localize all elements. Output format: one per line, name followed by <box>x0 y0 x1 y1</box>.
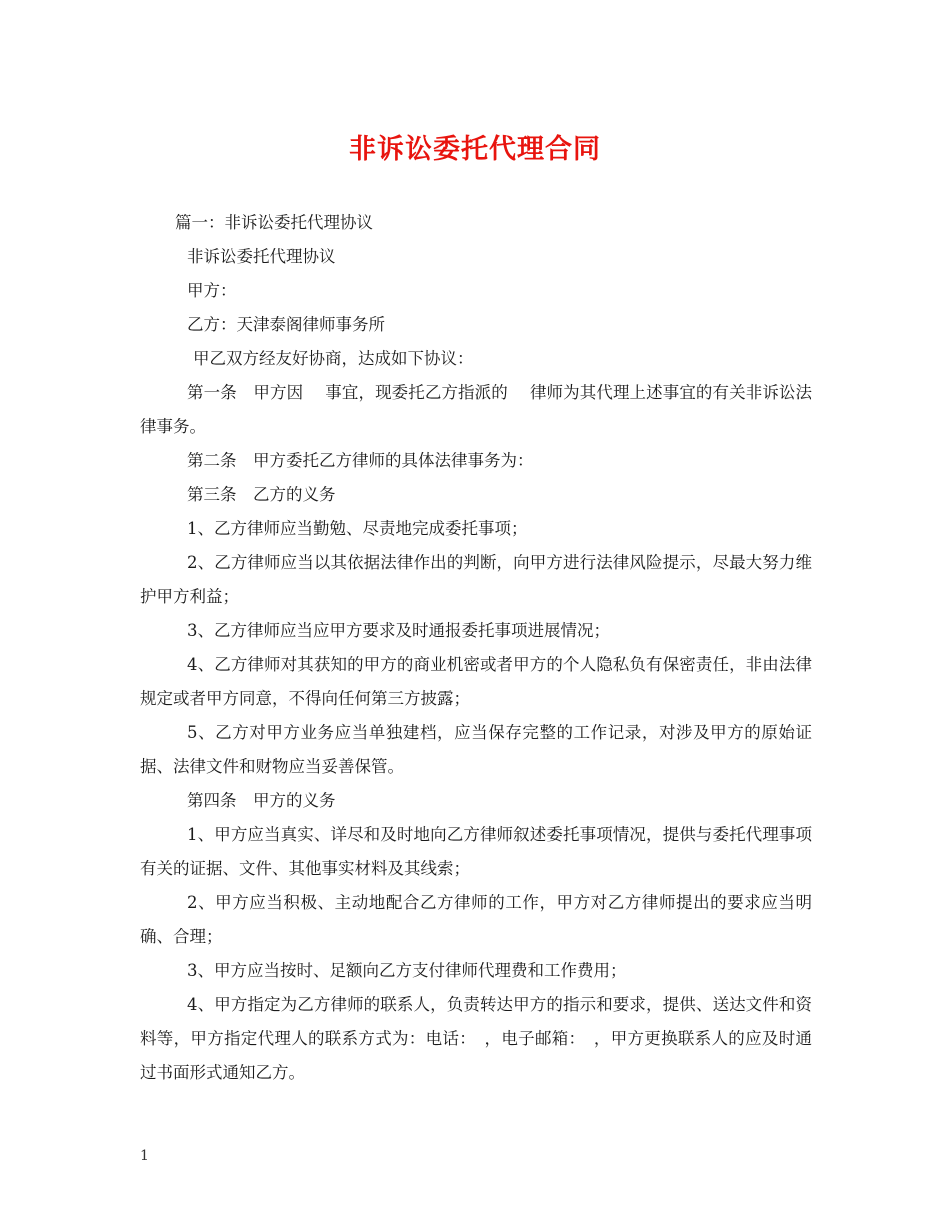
article-3-item-4: 4、乙方律师对其获知的甲方的商业机密或者甲方的个人隐私负有保密责任，非由法律规定或者甲方同意，不得向任何第三方披露； <box>140 655 812 708</box>
article-1-part-a: 第一条 甲方因 <box>187 383 304 402</box>
article-1-part-c: 律师为其代理上述事宜的有关非诉讼法律事务。 <box>140 383 813 436</box>
article-4-item-1: 1、甲方应当真实、详尽和及时地向乙方律师叙述委托事项情况，提供与委托代理事项有关的证据、文件、其他事实材料及其线索； <box>140 825 812 878</box>
party-a-line: 甲方： <box>187 281 237 300</box>
article-3-item-1: 1、乙方律师应当勤勉、尽责地完成委托事项； <box>187 519 528 538</box>
article-3-item-5: 5、乙方对甲方业务应当单独建档，应当保存完整的工作记录，对涉及甲方的原始证据、法律文件和财物应当妥善保管。 <box>140 723 812 776</box>
document-body <box>140 206 812 1090</box>
article-4-item-3: 3、甲方应当按时、足额向乙方支付律师代理费和工作费用； <box>187 961 627 980</box>
article-1 <box>140 376 812 444</box>
article-4-heading: 第四条 甲方的义务 <box>187 791 336 810</box>
article-4-item-2: 2、甲方应当积极、主动地配合乙方律师的工作，甲方对乙方律师提出的要求应当明确、合理； <box>140 893 812 946</box>
article-1-part-b: 事宜，现委托乙方指派的 <box>325 383 508 402</box>
article-4-item-4: 4、甲方指定为乙方律师的联系人，负责转达甲方的指示和要求，提供、送达文件和资料等，甲方指定代理人的联系方式为：电话： ，电子邮箱： ，甲方更换联系人的应及时通过书面形式通知乙方。 <box>140 995 812 1082</box>
article-3-heading: 第三条 乙方的义务 <box>187 485 336 504</box>
section-heading: 篇一：非诉讼委托代理协议 <box>175 213 373 232</box>
article-3-item-2: 2、乙方律师应当以其依据法律作出的判断，向甲方进行法律风险提示，尽最大努力维护甲方利益； <box>140 553 812 606</box>
agreement-heading: 非诉讼委托代理协议 <box>187 247 336 266</box>
agreement-intro: 甲乙双方经友好协商，达成如下协议： <box>193 349 474 368</box>
page-number: 1 <box>140 1148 149 1164</box>
document-title: 非诉讼委托代理合同 <box>349 134 601 165</box>
article-3-item-3: 3、乙方律师应当应甲方要求及时通报委托事项进展情况； <box>187 621 610 640</box>
article-2: 第二条 甲方委托乙方律师的具体法律事务为： <box>187 451 534 470</box>
party-b-line: 乙方：天津泰阁律师事务所 <box>187 315 385 334</box>
